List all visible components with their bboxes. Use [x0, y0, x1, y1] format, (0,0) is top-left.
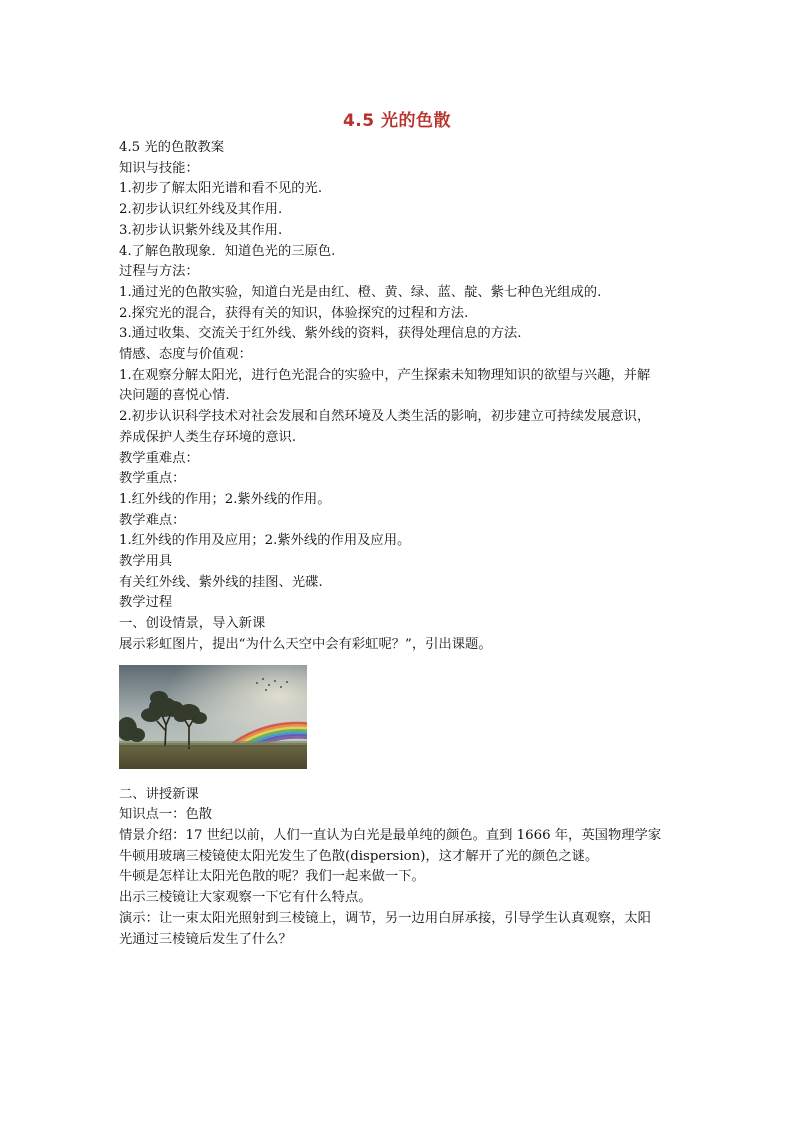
- body-text-part-2: [119, 785, 691, 951]
- text-line: 过程与方法：: [119, 264, 199, 280]
- text-line: 情感、态度与价值观：: [119, 347, 252, 363]
- body-text-part-1: [119, 138, 691, 656]
- text-line: 展示彩虹图片，提出“为什么天空中会有彩虹呢？”，引出课题。: [119, 636, 492, 652]
- text-line: 一、创设情景，导入新课: [119, 616, 266, 632]
- document-body: [119, 138, 691, 950]
- text-line: 决问题的喜悦心情.: [119, 388, 230, 404]
- text-line: 教学难点：: [119, 512, 186, 528]
- text-line: 4.了解色散现象．知道色光的三原色.: [119, 243, 336, 259]
- text-line: 2.初步认识红外线及其作用.: [119, 202, 283, 218]
- text-line: 二、讲授新课: [119, 786, 199, 802]
- text-line: 光通过三棱镜后发生了什么？: [119, 931, 292, 947]
- text-line: 教学重难点：: [119, 450, 199, 466]
- text-line: 3.初步认识紫外线及其作用.: [119, 222, 283, 238]
- text-line: 养成保护人类生存环境的意识.: [119, 429, 297, 445]
- document-title: 4.5 光的色散: [342, 111, 452, 131]
- rainbow-photo: [119, 665, 307, 769]
- text-line: 2.初步认识科学技术对社会发展和自然环境及人类生活的影响，初步建立可持续发展意识，: [119, 409, 651, 425]
- text-line: 牛顿用玻璃三棱镜使太阳光发生了色散(dispersion)，这才解开了光的颜色之谜。: [119, 848, 599, 864]
- text-line: 1.初步了解太阳光谱和看不见的光.: [119, 181, 323, 197]
- text-line: 知识点一：色散: [119, 807, 213, 823]
- text-line: 2.探究光的混合，获得有关的知识，体验探究的过程和方法.: [119, 305, 469, 321]
- text-line: 1.在观察分解太阳光，进行色光混合的实验中，产生探索未知物理知识的欲望与兴趣，并解: [119, 367, 651, 383]
- text-line: 1.红外线的作用及应用；2.紫外线的作用及应用。: [119, 533, 411, 549]
- text-line: 出示三棱镜让大家观察一下它有什么特点。: [119, 890, 372, 906]
- text-line: 1.红外线的作用；2.紫外线的作用。: [119, 491, 331, 507]
- text-line: 演示：让一束太阳光照射到三棱镜上，调节，另一边用白屏承接，引导学生认真观察，太阳: [119, 910, 651, 926]
- text-line: 1.通过光的色散实验，知道白光是由红、橙、黄、绿、蓝、靛、紫七种色光组成的.: [119, 284, 602, 300]
- text-line: 4.5 光的色散教案: [119, 140, 225, 155]
- text-line: 知识与技能：: [119, 160, 199, 176]
- text-line: 3.通过收集、交流关于红外线、紫外线的资料，获得处理信息的方法.: [119, 326, 522, 342]
- text-line: 教学过程: [119, 595, 173, 611]
- text-line: 教学用具: [119, 554, 173, 570]
- text-line: 牛顿是怎样让太阳光色散的呢？我们一起来做一下。: [119, 869, 425, 885]
- text-line: 情景介绍：17 世纪以前，人们一直认为白光是最单纯的颜色。直到 1666 年，英国物理学家: [119, 827, 662, 843]
- text-line: 有关红外线、紫外线的挂图、光碟.: [119, 574, 323, 590]
- text-line: 教学重点：: [119, 471, 186, 487]
